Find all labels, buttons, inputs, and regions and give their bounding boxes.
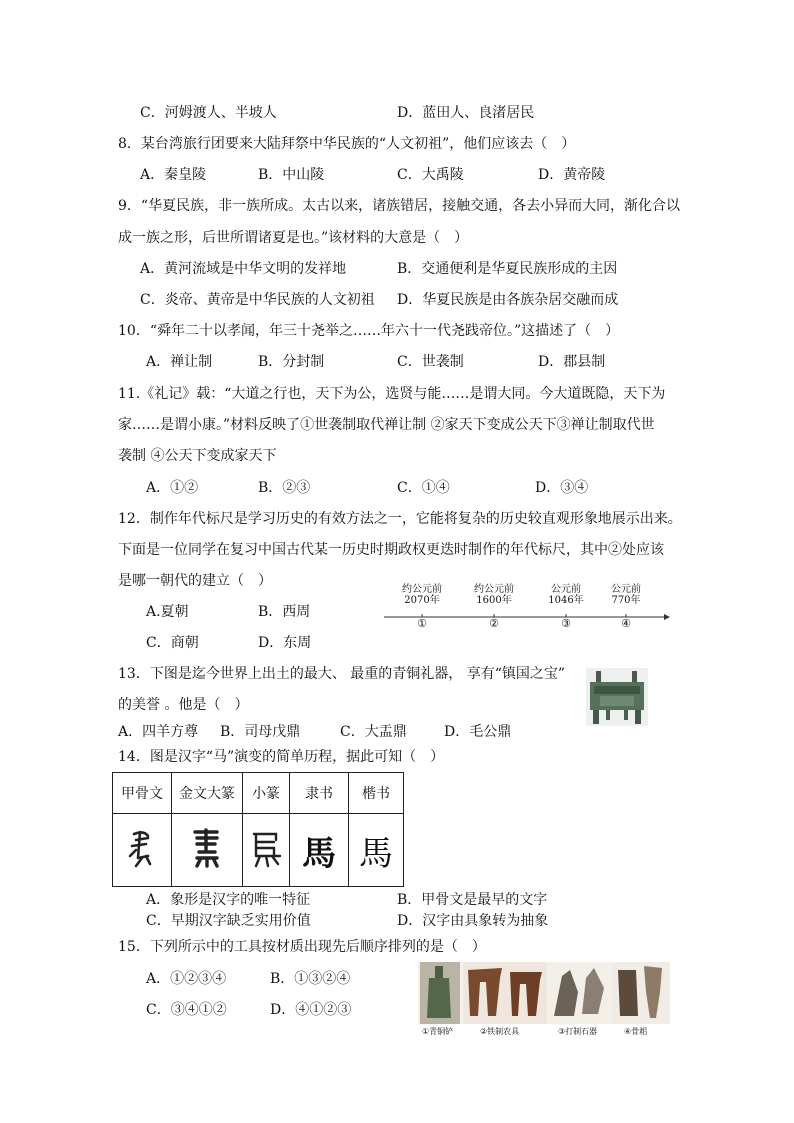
timeline-point-1 [396,584,448,629]
caption-bronze-spade: ①青铜铲 [422,1027,454,1036]
q9-option-a: A．黄河流域是中华文明的发祥地 [140,261,347,277]
q11-option-c: C．①④ [397,480,450,496]
tools-image [418,962,670,1038]
q15-option-a: A．①②③④ [146,971,227,987]
header-small-seal: 小篆 [243,773,290,814]
q13-option-a: A．四羊方尊 [118,724,199,740]
timeline-label-1: 约公元前 [402,584,442,595]
q12-option-a: A.夏朝 [146,604,189,620]
q11-option-d: D．③④ [535,480,589,496]
q11-option-b: B．②③ [258,480,311,496]
q15-option-b: B．①③②④ [270,971,351,987]
timeline-label-4: 公元前 [611,584,641,595]
q7-option-c: C．河姆渡人、半坡人 [140,105,277,121]
q13-option-b: B．司母戊鼎 [220,724,301,740]
q10-option-a: A．禅让制 [146,354,213,370]
q12-stem-line3: 是哪一朝代的建立（ ） [118,573,272,589]
timeline-label-3: 公元前 [551,584,581,595]
header-regular: 楷书 [349,773,404,814]
q9-option-d: D．华夏民族是由各族杂居交融而成 [397,292,619,308]
q11-stem-line3: 袭制 ④公天下变成家天下 [118,448,277,464]
timeline-mark-4: ④ [621,617,631,630]
dynasty-timeline [380,584,670,632]
header-oracle: 甲骨文 [113,773,172,814]
oracle-horse-glyph [113,814,172,887]
q7-option-d: D．蓝田人、良渚居民 [397,105,535,121]
timeline-mark-3: ③ [561,617,571,630]
q15-option-c: C．③④①② [146,1002,227,1018]
caption-stone-tools: ③打制石器 [558,1027,598,1036]
q10-option-c: C．世袭制 [397,354,464,370]
q15-stem: 15．下列所示中的工具按材质出现先后顺序排列的是（ ） [118,939,486,955]
q10-option-b: B．分封制 [258,354,325,370]
header-bronze: 金文大篆 [172,773,243,814]
bronze-horse-glyph [172,814,243,887]
timeline-point-3 [540,584,592,629]
timeline-year-3: 1046年 [548,595,584,606]
timeline-mark-2: ② [489,617,499,630]
q9-option-c: C．炎帝、黄帝是中华民族的人文初祖 [140,292,375,308]
timeline-year-4: 770年 [611,595,641,606]
regular-horse-glyph: 馬 [349,814,404,887]
q11-option-a: A．①② [146,480,199,496]
q8-option-c: C．大禹陵 [397,167,464,183]
clerical-horse-glyph: 馬 [290,814,349,887]
timeline-mark-1: ① [417,617,427,630]
q14-stem: 14．图是汉字“马”演变的简单历程，据此可知（ ） [118,749,445,765]
timeline-year-2: 1600年 [476,595,512,606]
caption-bone-spade: ④骨耜 [624,1027,648,1036]
q12-stem-line2: 下面是一位同学在复习中国古代某一历史时期政权更迭时制作的年代标尺，其中②处应该 [118,542,664,558]
q12-stem-line1: 12．制作年代标尺是学习历史的有效方法之一，它能将复杂的历史较直观形象地展示出来。 [118,511,682,527]
q13-stem-line1: 13．下图是迄今世界上出土的最大、 最重的青铜礼器， 享有“镇国之宝” [118,666,566,682]
q13-option-c: C．大盂鼎 [340,724,407,740]
q9-option-b: B．交通便利是华夏民族形成的主因 [397,261,618,277]
q12-option-c: C．商朝 [146,635,199,651]
q13-option-d: D．毛公鼎 [444,724,512,740]
q8-option-a: A．秦皇陵 [140,167,207,183]
q8-option-b: B．中山陵 [258,167,325,183]
small-seal-horse-glyph [243,814,290,887]
timeline-label-2: 约公元前 [474,584,514,595]
header-clerical: 隶书 [290,773,349,814]
q13-stem-line2: 的美誉 。他是（ ） [118,697,249,713]
q14-option-a: A．象形是汉字的唯一特征 [146,892,311,908]
timeline-point-2 [468,584,520,629]
q14-option-b: B．甲骨文是最早的文字 [397,892,548,908]
q11-stem-line2: 家……是谓小康。”材料反映了①世袭制取代禅让制 ②家天下变成公天下③禅让制取代世 [118,417,655,433]
q12-option-d: D．东周 [258,635,312,651]
q8-option-d: D．黄帝陵 [538,167,606,183]
horse-character-table [112,772,404,887]
timeline-point-4 [600,584,652,629]
q11-stem-line1: 11.《礼记》载：“大道之行也，天下为公，选贤与能……是谓大同。今大道既隐，天下为 [118,386,666,402]
caption-iron-tools: ②铁制农具 [480,1027,520,1036]
timeline-year-1: 2070年 [404,595,440,606]
q9-stem-line2: 成一族之形，后世所谓诸夏是也。”该材料的大意是（ ） [118,230,469,246]
q14-option-c: C．早期汉字缺乏实用价值 [146,913,311,929]
q12-option-b: B．西周 [258,604,311,620]
q8-stem: 8．某台湾旅行团要来大陆拜祭中华民族的“人文初祖”，他们应该去（ ） [118,136,576,152]
q9-stem-line1: 9．“华夏民族，非一族所成。太古以来，诸族错居，接触交通，各去小异而大同，渐化合以 [118,198,681,214]
q10-stem: 10．“舜年二十以孝闻，年三十尧举之……年六十一代尧践帝位。”这描述了（ ） [118,323,620,339]
simuwu-ding-image [586,668,648,726]
q15-option-d: D．④①②③ [270,1002,352,1018]
q10-option-d: D．郡县制 [538,354,606,370]
q14-option-d: D．汉字由具象转为抽象 [397,913,549,929]
